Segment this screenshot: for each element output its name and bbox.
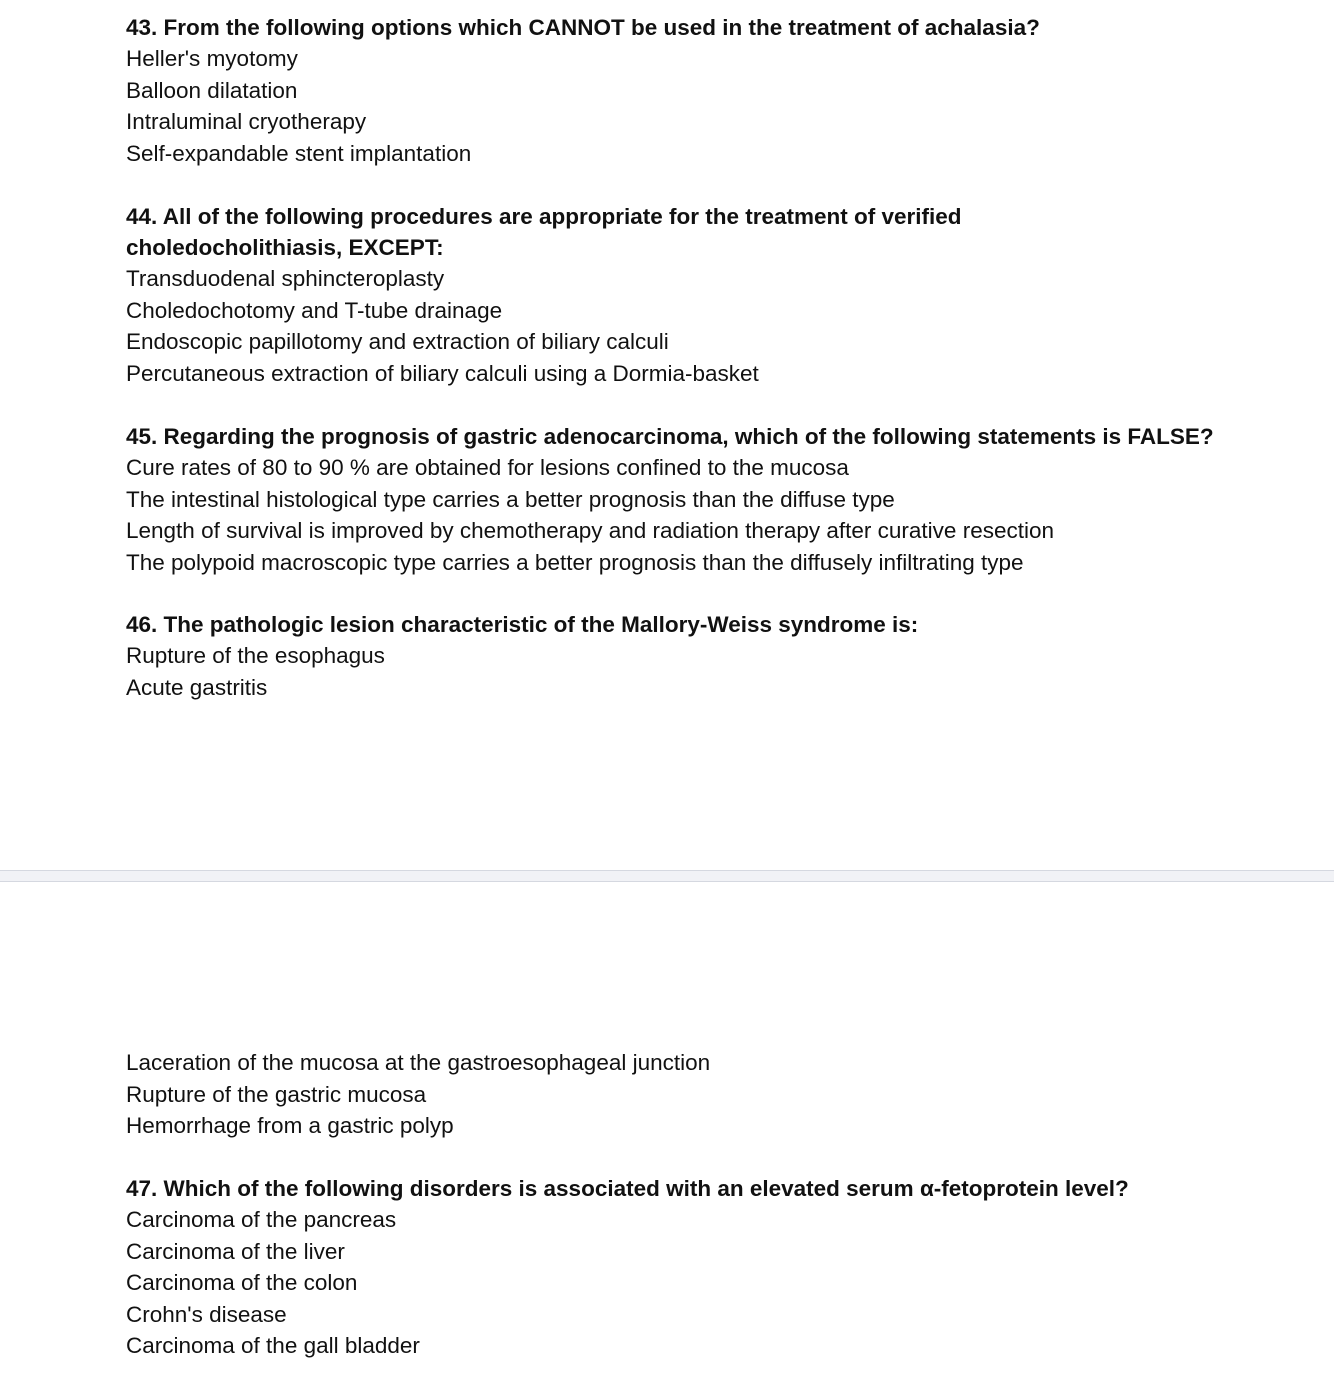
answer-option: Crohn's disease [126, 1301, 287, 1327]
question-46 [126, 609, 1306, 703]
page-break-divider [0, 870, 1334, 882]
answer-option: Acute gastritis [126, 674, 268, 700]
question-title: 47. Which of the following disorders is associated with an elevated serum α-fetoprotein level? [126, 1176, 1129, 1201]
question-title-line-1: 44. All of the following procedures are appropriate for the treatment of verified [126, 204, 962, 229]
answer-option: Percutaneous extraction of biliary calculi using a Dormia-basket [126, 360, 759, 386]
question-44 [126, 201, 1026, 389]
document-page-2 [0, 882, 1334, 1395]
answer-option: Length of survival is improved by chemotherapy and radiation therapy after curative resection [126, 518, 1054, 543]
answer-option: Carcinoma of the pancreas [126, 1207, 397, 1232]
answer-option: Choledochotomy and T-tube drainage [126, 297, 503, 323]
question-title: 45. Regarding the prognosis of gastric adenocarcinoma, which of the following statements is FALSE? [126, 424, 1214, 449]
question-43 [126, 12, 1306, 169]
answer-option: Endoscopic papillotomy and extraction of biliary calculi [126, 329, 669, 354]
answer-option: Self-expandable stent implantation [126, 140, 472, 166]
answer-option: Transduodenal sphincteroplasty [126, 266, 445, 291]
question-45 [126, 421, 1306, 578]
question-title: 46. The pathologic lesion characteristic of the Mallory-Weiss syndrome is: [126, 612, 919, 637]
question-47 [126, 1173, 1306, 1362]
question-46-continued [126, 1047, 1306, 1142]
question-title-line-2: choledocholithiasis, EXCEPT: [126, 235, 444, 260]
answer-option: Laceration of the mucosa at the gastroesophageal junction [126, 1050, 711, 1075]
question-title: 43. From the following options which CANNOT be used in the treatment of achalasia? [126, 15, 1040, 40]
answer-option: Cure rates of 80 to 90 % are obtained for lesions confined to the mucosa [126, 455, 849, 480]
answer-option: Rupture of the esophagus [126, 643, 385, 668]
answer-option: Rupture of the gastric mucosa [126, 1081, 427, 1107]
answer-option: Hemorrhage from a gastric polyp [126, 1113, 454, 1138]
answer-option: Intraluminal cryotherapy [126, 109, 367, 134]
answer-option: Carcinoma of the gall bladder [126, 1333, 420, 1358]
answer-option: Heller's myotomy [126, 46, 298, 71]
answer-option: The intestinal histological type carries a better prognosis than the diffuse type [126, 486, 895, 512]
answer-option: Balloon dilatation [126, 77, 298, 103]
answer-option: Carcinoma of the colon [126, 1270, 358, 1295]
answer-option: Carcinoma of the liver [126, 1238, 345, 1264]
answer-option: The polypoid macroscopic type carries a better prognosis than the diffusely infiltrating type [126, 549, 1024, 575]
